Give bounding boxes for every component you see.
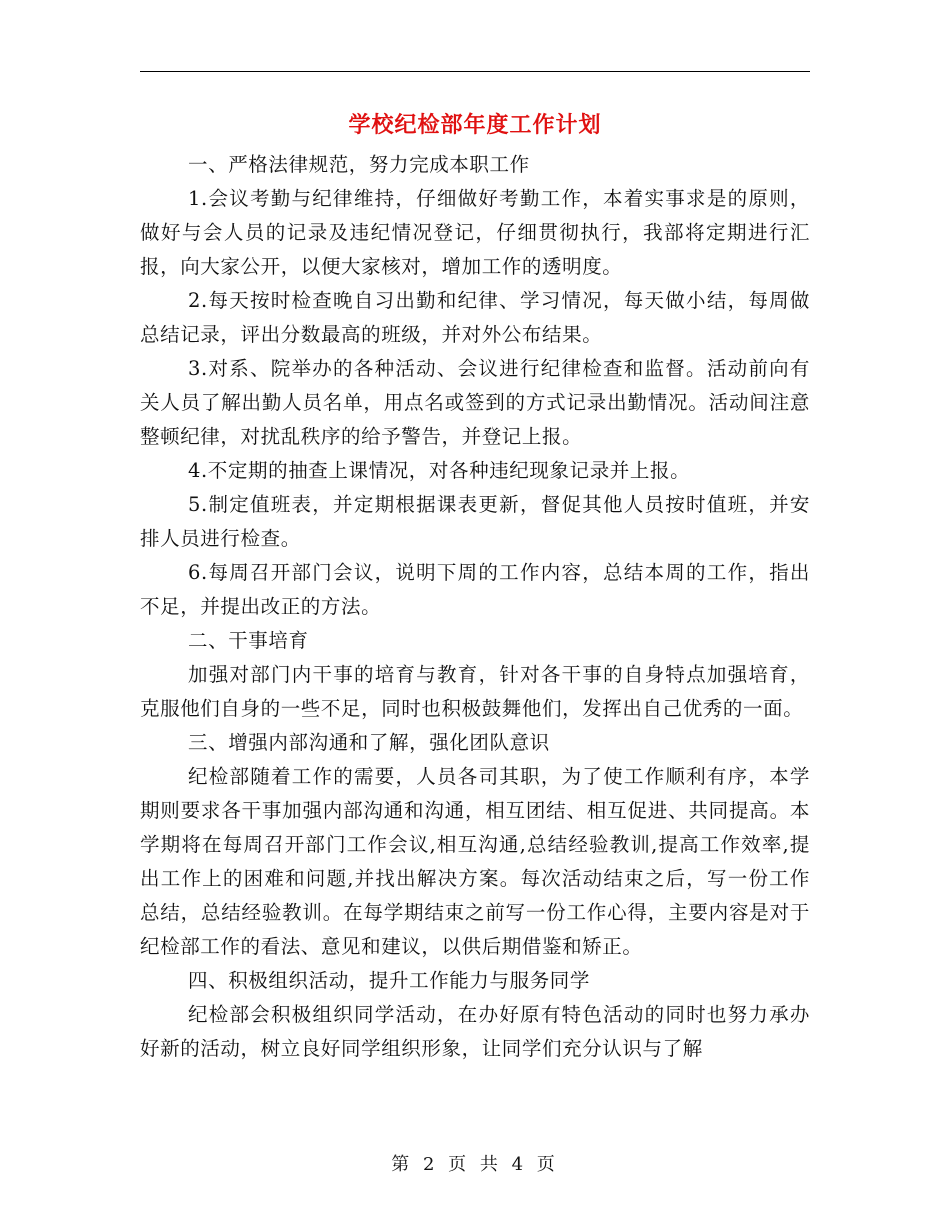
section-heading-2: 二、干事培育 — [188, 629, 309, 652]
body-paragraph: 6.每周召开部门会议，说明下周的工作内容，总结本周的工作，指出不足，并提出改正的方法。 — [140, 561, 810, 618]
document-body — [140, 148, 810, 1066]
section-heading-1: 一、严格法律规范，努力完成本职工作 — [188, 153, 530, 176]
body-paragraph: 3.对系、院举办的各种活动、会议进行纪律检查和监督。活动前向有关人员了解出勤人员名单，用点名或签到的方式记录出勤情况。活动间注意整顿纪律，对扰乱秩序的给予警告，并登记上报。 — [140, 357, 810, 448]
body-paragraph: 纪检部随着工作的需要，人员各司其职，为了使工作顺利有序，本学期则要求各干事加强内部沟通和沟通，相互团结、相互促进、共同提高。本学期将在每周召开部门工作会议,相互沟通,总结经验教训,提高工作效率,提出工作上的困难和问题,并找出解决方案。每次活动结束之后，写一份工作总结，总结经验教训。在每学期结束之前写一份工作心得，主要内容是对于纪检部工作的看法、意见和建议，以供后期借鉴和矫正。 — [140, 765, 810, 958]
body-paragraph: 5.制定值班表，并定期根据课表更新，督促其他人员按时值班，并安排人员进行检查。 — [140, 493, 810, 550]
document-title: 学校纪检部年度工作计划 — [348, 112, 602, 138]
body-paragraph: 加强对部门内干事的培育与教育，针对各干事的自身特点加强培育，克服他们自身的一些不足，同时也积极鼓舞他们，发挥出自己优秀的一面。 — [140, 663, 810, 720]
body-paragraph: 2.每天按时检查晚自习出勤和纪律、学习情况，每天做小结，每周做总结记录，评出分数最高的班级，并对外公布结果。 — [140, 289, 810, 346]
section-heading-3: 三、增强内部沟通和了解，强化团队意识 — [188, 731, 550, 754]
body-paragraph: 纪检部会积极组织同学活动，在办好原有特色活动的同时也努力承办好新的活动，树立良好同学组织形象，让同学们充分认识与了解 — [140, 1003, 810, 1060]
page-number-footer: 第 2 页 共 4 页 — [391, 1154, 559, 1175]
header-rule — [140, 71, 810, 72]
body-paragraph: 4.不定期的抽查上课情况，对各种违纪现象记录并上报。 — [188, 459, 691, 482]
body-paragraph: 1.会议考勤与纪律维持，仔细做好考勤工作，本着实事求是的原则，做好与会人员的记录及违纪情况登记，仔细贯彻执行，我部将定期进行汇报，向大家公开，以便大家核对，增加工作的透明度。 — [140, 187, 810, 278]
section-heading-4: 四、积极组织活动，提升工作能力与服务同学 — [188, 969, 591, 992]
